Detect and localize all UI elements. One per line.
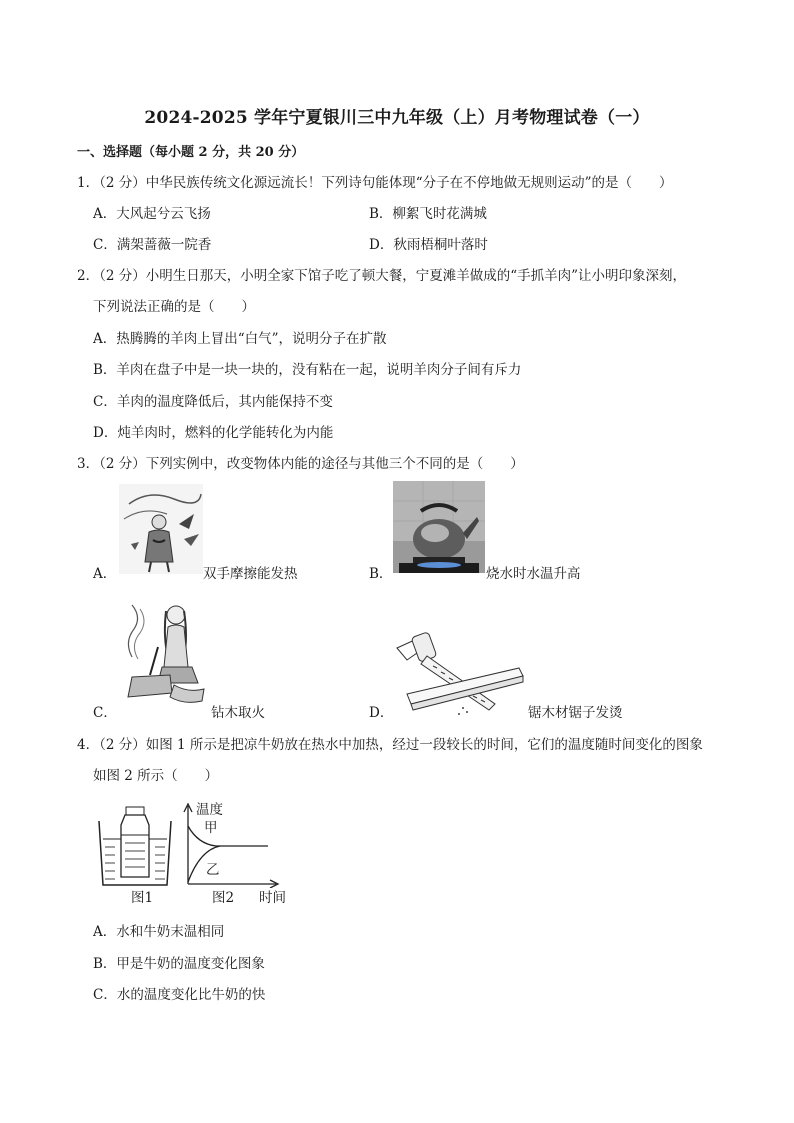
q2-stem-line2: 下列说法正确的是（ ） — [93, 299, 255, 315]
q3-option-d-text: 锯木材锯子发烫 — [528, 705, 623, 721]
section-heading: 一、选择题（每小题 2 分，共 20 分） — [77, 145, 305, 160]
q4-option-a[interactable]: A．水和牛奶末温相同 — [93, 924, 225, 940]
q3-option-b-text: 烧水时水温升高 — [486, 566, 581, 582]
graph-y-axis-label: 温度 — [196, 802, 223, 818]
q4-option-b[interactable]: B．甲是牛奶的温度变化图象 — [93, 956, 265, 972]
q2-stem-line1: 2．（2 分）小明生日那天，小明全家下馆子吃了顿大餐，宁夏滩羊做成的“手抓羊肉”让小明印象深刻， — [77, 268, 687, 284]
graph-x-axis-label: 时间 — [259, 890, 286, 906]
q4-stem-line2: 如图 2 所示（ ） — [93, 768, 219, 784]
q4-stem-line1: 4．（2 分）如图 1 所示是把凉牛奶放在热水中加热，经过一段较长的时间，它们的温度随时间变化的图象 — [77, 737, 703, 753]
boiling-kettle-photo — [393, 481, 485, 573]
q1-option-b[interactable]: B．柳絮飞时花满城 — [369, 206, 487, 222]
q2-option-a[interactable]: A．热腾腾的羊肉上冒出“白气”，说明分子在扩散 — [93, 331, 387, 347]
q3-stem: 3．（2 分）下列实例中，改变物体内能的途径与其他三个不同的是（ ） — [77, 456, 524, 472]
q4-option-c[interactable]: C．水的温度变化比牛奶的快 — [93, 987, 266, 1003]
figure1-beaker-diagram — [95, 805, 175, 887]
q2-option-b[interactable]: B．羊肉在盘子中是一块一块的，没有粘在一起，说明羊肉分子间有斥力 — [93, 362, 522, 378]
q1-stem: 1．（2 分）中华民族传统文化源远流长！下列诗句能体现“分子在不停地做无规则运动”的是（ ） — [77, 175, 673, 191]
figure2-temperature-graph — [180, 800, 280, 888]
q3-option-a-letter[interactable]: A． — [93, 566, 117, 582]
sawing-wood-illustration — [393, 628, 525, 718]
q2-option-d[interactable]: D．炖羊肉时，燃料的化学能转化为内能 — [93, 425, 334, 441]
exam-title: 2024-2025 学年宁夏银川三中九年级（上）月考物理试卷（一） — [144, 108, 650, 128]
q3-option-a-text: 双手摩擦能发热 — [203, 566, 298, 582]
q3-option-c-letter[interactable]: C． — [93, 705, 117, 721]
q1-option-a[interactable]: A．大风起兮云飞扬 — [93, 206, 211, 222]
figure1-caption: 图1 — [131, 890, 154, 906]
q2-option-c[interactable]: C．羊肉的温度降低后，其内能保持不变 — [93, 394, 333, 410]
figure2-caption: 图2 — [212, 890, 235, 906]
graph-curve-label-top: 甲 — [204, 820, 218, 836]
q3-option-b-letter[interactable]: B． — [369, 566, 393, 582]
drilling-wood-fire-illustration — [118, 597, 210, 709]
q3-option-c-text: 钻木取火 — [211, 705, 265, 721]
q1-option-c[interactable]: C．满架蔷薇一院香 — [93, 237, 212, 253]
q3-option-d-letter[interactable]: D． — [369, 705, 394, 721]
q1-option-d[interactable]: D．秋雨梧桐叶落时 — [369, 237, 488, 253]
rubbing-hands-illustration — [119, 484, 203, 574]
graph-curve-label-bottom: 乙 — [206, 862, 220, 878]
